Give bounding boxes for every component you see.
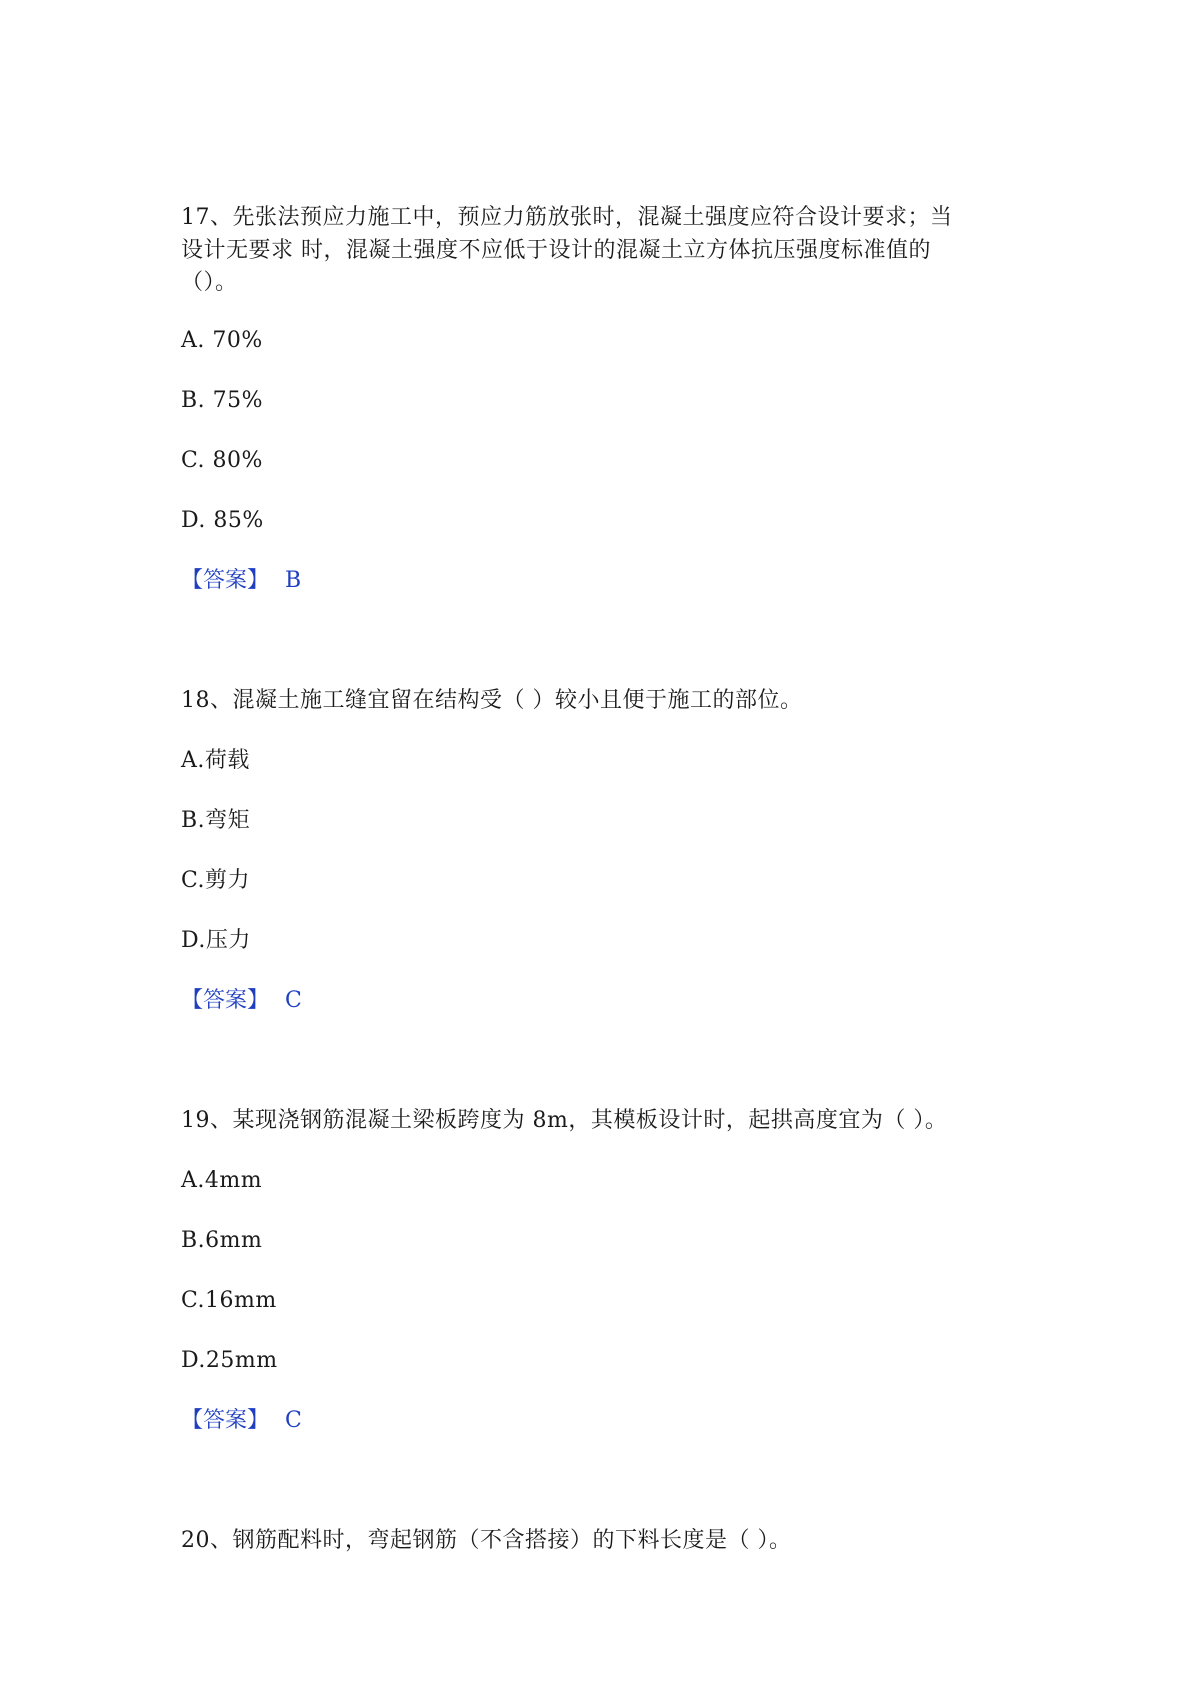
answer-label: 【答案】 — [181, 568, 270, 593]
question-stem-line: （）。 — [181, 270, 238, 295]
option-b: B.6mm — [181, 1228, 263, 1253]
answer-line — [181, 986, 302, 1016]
option-a: A.4mm — [181, 1168, 263, 1193]
option-d: D. 85% — [181, 508, 264, 533]
answer-value: C — [285, 988, 302, 1013]
answer-value: B — [285, 568, 302, 593]
option-c: C. 80% — [181, 448, 263, 473]
question-stem-line: 20、钢筋配料时，弯起钢筋（不含搭接）的下料长度是（ ）。 — [181, 1528, 792, 1553]
question-stem-line: 17、先张法预应力施工中，预应力筋放张时，混凝土强度应符合设计要求；当 — [181, 205, 953, 230]
option-a: A.荷载 — [181, 748, 250, 773]
option-d: D.25mm — [181, 1348, 278, 1373]
answer-value: C — [285, 1408, 302, 1433]
question-stem-line: 19、某现浇钢筋混凝土梁板跨度为 8m，其模板设计时，起拱高度宜为（ ）。 — [181, 1108, 948, 1133]
option-c: C.16mm — [181, 1288, 277, 1313]
answer-line — [181, 1406, 302, 1436]
option-b: B.弯矩 — [181, 808, 251, 833]
option-b: B. 75% — [181, 388, 264, 413]
answer-label: 【答案】 — [181, 1408, 270, 1433]
answer-label: 【答案】 — [181, 988, 270, 1013]
question-stem-line: 设计无要求 时，混凝土强度不应低于设计的混凝土立方体抗压强度标准值的 — [181, 238, 931, 263]
question-stem-line: 18、混凝土施工缝宜留在结构受（ ）较小且便于施工的部位。 — [181, 688, 803, 713]
option-d: D.压力 — [181, 928, 251, 953]
answer-line — [181, 566, 301, 596]
option-a: A. 70% — [181, 328, 263, 353]
option-c: C.剪力 — [181, 868, 251, 893]
